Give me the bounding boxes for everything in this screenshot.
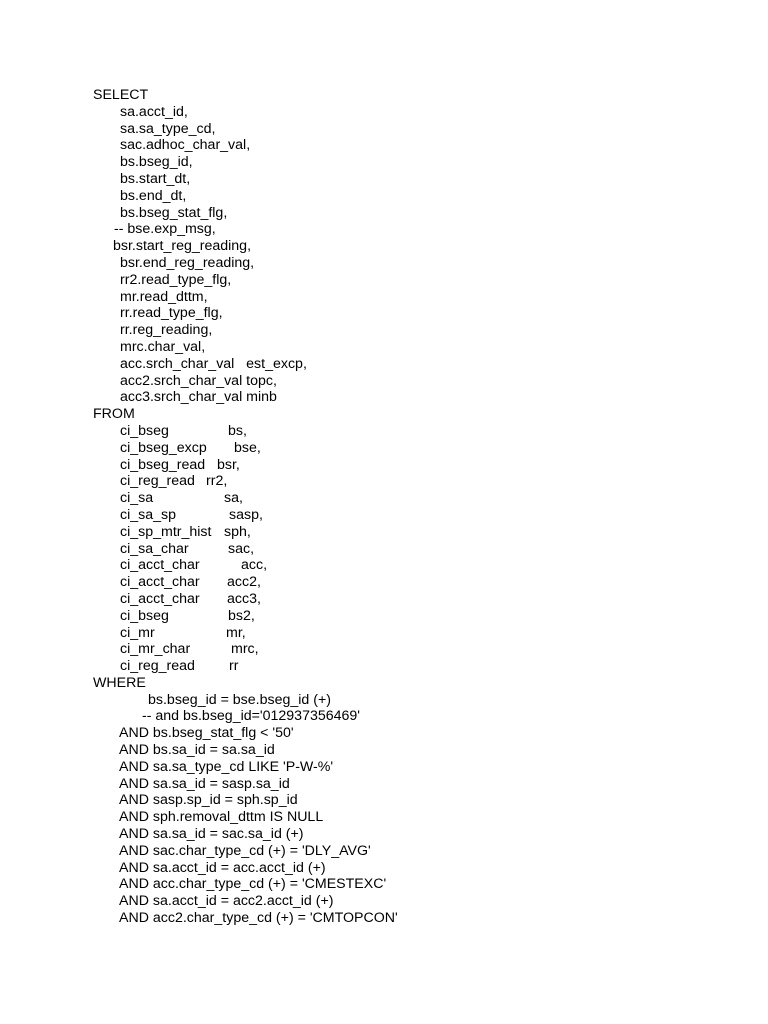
- table-alias: sph,: [224, 523, 251, 540]
- table-alias: sac,: [228, 540, 255, 557]
- table-name: ci_bseg: [120, 607, 169, 624]
- table-alias: bs,: [228, 422, 247, 439]
- select-column: rr2.read_type_flg,: [120, 271, 232, 288]
- where-condition: bs.bseg_id = bse.bseg_id (+): [148, 691, 331, 708]
- from-table-row: [0, 423, 768, 440]
- select-column: bs.start_dt,: [120, 170, 191, 187]
- table-alias: mrc,: [231, 641, 259, 658]
- from-table-row: [0, 440, 768, 457]
- select-column: bs.bseg_stat_flg,: [120, 204, 228, 221]
- table-name: ci_bseg_read: [120, 456, 206, 473]
- from-table-row: [0, 457, 768, 474]
- table-alias: sasp,: [229, 506, 263, 523]
- from-table-row: [0, 490, 768, 507]
- from-table-row: [0, 658, 768, 675]
- where-comment: -- and bs.bseg_id='012937356469': [142, 708, 361, 725]
- from-table-row: [0, 641, 768, 658]
- table-alias: mr,: [226, 624, 246, 641]
- select-comment: -- bse.exp_msg,: [114, 221, 216, 238]
- sql-query: [0, 87, 768, 927]
- where-condition: AND sasp.sp_id = sph.sp_id: [119, 792, 298, 809]
- table-name: ci_sp_mtr_hist: [120, 523, 212, 540]
- select-column: sac.adhoc_char_val,: [120, 137, 251, 154]
- from-table-row: [0, 591, 768, 608]
- table-name: ci_reg_read: [120, 473, 195, 490]
- from-table-row: [0, 541, 768, 558]
- table-alias: rr2,: [206, 473, 228, 490]
- table-alias: acc2,: [227, 574, 261, 591]
- where-condition: AND sa.acct_id = acc.acct_id (+): [119, 859, 326, 876]
- where-condition: AND acc2.char_type_cd (+) = 'CMTOPCON': [119, 910, 398, 927]
- table-alias: bs2,: [228, 607, 255, 624]
- table-alias: bse,: [234, 439, 261, 456]
- select-column: bs.bseg_id,: [120, 154, 193, 171]
- table-alias: sa,: [224, 490, 243, 507]
- select-column: sa.acct_id,: [120, 103, 188, 120]
- select-column: mr.read_dttm,: [120, 288, 208, 305]
- from-table-row: [0, 574, 768, 591]
- table-alias: rr: [229, 658, 239, 675]
- table-name: ci_acct_char: [120, 574, 200, 591]
- select-column: bsr.end_reg_reading,: [120, 254, 255, 271]
- select-column: acc3.srch_char_val minb: [120, 389, 277, 406]
- table-name: ci_acct_char: [120, 557, 200, 574]
- table-alias: acc,: [241, 557, 268, 574]
- where-condition: AND bs.sa_id = sa.sa_id: [119, 742, 275, 759]
- where-condition: AND sa.acct_id = acc2.acct_id (+): [119, 893, 334, 910]
- table-name: ci_acct_char: [120, 590, 200, 607]
- table-alias: acc3,: [227, 590, 261, 607]
- select-column: bsr.start_reg_reading,: [113, 238, 252, 255]
- table-name: ci_bseg: [120, 422, 169, 439]
- table-alias: bsr,: [217, 456, 240, 473]
- where-condition: AND sa.sa_id = sac.sa_id (+): [119, 826, 304, 843]
- where-condition: AND sa.sa_id = sasp.sa_id: [119, 775, 290, 792]
- where-condition: AND bs.bseg_stat_flg < '50': [119, 725, 294, 742]
- table-name: ci_sa_sp: [120, 506, 176, 523]
- where-condition: AND acc.char_type_cd (+) = 'CMESTEXC': [119, 876, 387, 893]
- from-table-row: [0, 557, 768, 574]
- table-name: ci_bseg_excp: [120, 439, 207, 456]
- select-column: rr.reg_reading,: [120, 322, 213, 339]
- from-keyword: FROM: [93, 406, 135, 423]
- where-keyword: WHERE: [93, 674, 146, 691]
- select-keyword: SELECT: [93, 87, 149, 103]
- table-name: ci_sa_char: [120, 540, 189, 557]
- from-table-row: [0, 524, 768, 541]
- from-table-row: [0, 507, 768, 524]
- where-condition: AND sac.char_type_cd (+) = 'DLY_AVG': [119, 842, 371, 859]
- table-name: ci_mr_char: [120, 641, 191, 658]
- from-table-row: [0, 608, 768, 625]
- where-condition: AND sa.sa_type_cd LIKE 'P-W-%': [119, 758, 334, 775]
- select-column: mrc.char_val,: [120, 338, 206, 355]
- select-column: rr.read_type_flg,: [120, 305, 223, 322]
- from-table-row: [0, 625, 768, 642]
- from-table-row: [0, 473, 768, 490]
- select-column: bs.end_dt,: [120, 187, 187, 204]
- select-column: sa.sa_type_cd,: [120, 120, 216, 137]
- select-column: acc.srch_char_val est_excp,: [120, 355, 307, 372]
- select-column: acc2.srch_char_val topc,: [120, 372, 277, 389]
- table-name: ci_sa: [120, 490, 154, 507]
- table-name: ci_reg_read: [120, 658, 195, 675]
- where-condition: AND sph.removal_dttm IS NULL: [119, 809, 324, 826]
- table-name: ci_mr: [120, 624, 155, 641]
